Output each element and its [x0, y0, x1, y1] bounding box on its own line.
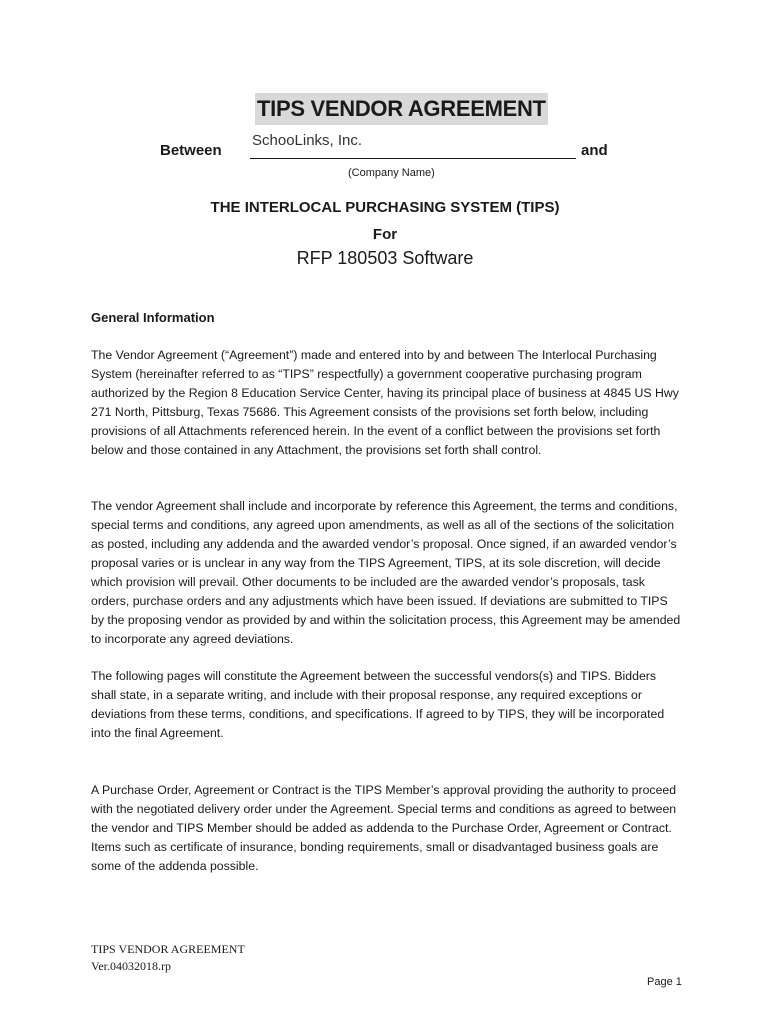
page-number: Page 1: [647, 976, 682, 988]
company-name-field[interactable]: SchooLinks, Inc.: [252, 132, 363, 149]
and-label: and: [581, 142, 608, 159]
paragraph-exceptions: The following pages will constitute the Agreement between the successful vendors(s) and TIPS. Bidders shall state, in a separate writing, and include with their proposal response, any required exceptions or deviations from these terms, conditions, and specifications. If agreed to by TIPS, they will be incorporated into the final Agreement.: [91, 669, 665, 740]
section-heading: General Information: [91, 310, 215, 325]
footer-document-info: [91, 941, 245, 975]
document-title: TIPS VENDOR AGREEMENT: [255, 93, 548, 125]
paragraph-purchase-order: A Purchase Order, Agreement or Contract is the TIPS Member’s approval providing the authority to proceed with the negotiated delivery order under the Agreement. Special terms and conditions as agreed to between the vendor and TIPS Member should be added as addenda to the Purchase Order, Agreement or Contract. Items such as certificate of insurance, bonding requirements, small or disadvantaged business goals are some of the addenda possible.: [91, 783, 677, 873]
paragraph-agreement-intro: The Vendor Agreement (“Agreement”) made and entered into by and between The Interlocal Purchasing System (hereinafter referred to as “TIPS” respectfully) a government cooperative purchasing program authorized by the Region 8 Education Service Center, having its principal place of business at 4845 US Hwy 271 North, Pittsburg, Texas 75686. This Agreement consists of the provisions set forth below, including provisions of all Attachments referenced herein. In the event of a conflict between the provisions set forth below and those contained in any Attachment, the provisions set forth shall control.: [91, 348, 679, 457]
rfp-title: RFP 180503 Software: [296, 248, 474, 268]
footer-document-name: TIPS VENDOR AGREEMENT: [91, 942, 245, 956]
company-name-underline: [250, 158, 576, 159]
paragraph-incorporation: The vendor Agreement shall include and incorporate by reference this Agreement, the terms and conditions, special terms and conditions, any agreed upon amendments, as well as all of the sections of the solicitation as posted, including any addenda and the awarded vendor’s proposal. Once signed, if an awarded vendor’s proposal varies or is unclear in any way from the TIPS Agreement, TIPS, at its sole discretion, will decide which provision will prevail. Other documents to be included are the awarded vendor’s proposals, task orders, purchase orders and any adjustments which have been issued. If deviations are submitted to TIPS by the proposing vendor as provided by and within the solicitation process, this Agreement may be amended to incorporate any agreed deviations.: [91, 499, 681, 646]
company-name-caption: (Company Name): [348, 167, 435, 179]
between-label: Between: [160, 142, 222, 159]
system-name: THE INTERLOCAL PURCHASING SYSTEM (TIPS): [210, 199, 560, 216]
for-label: For: [372, 226, 398, 243]
footer-version: Ver.04032018.rp: [91, 959, 171, 973]
